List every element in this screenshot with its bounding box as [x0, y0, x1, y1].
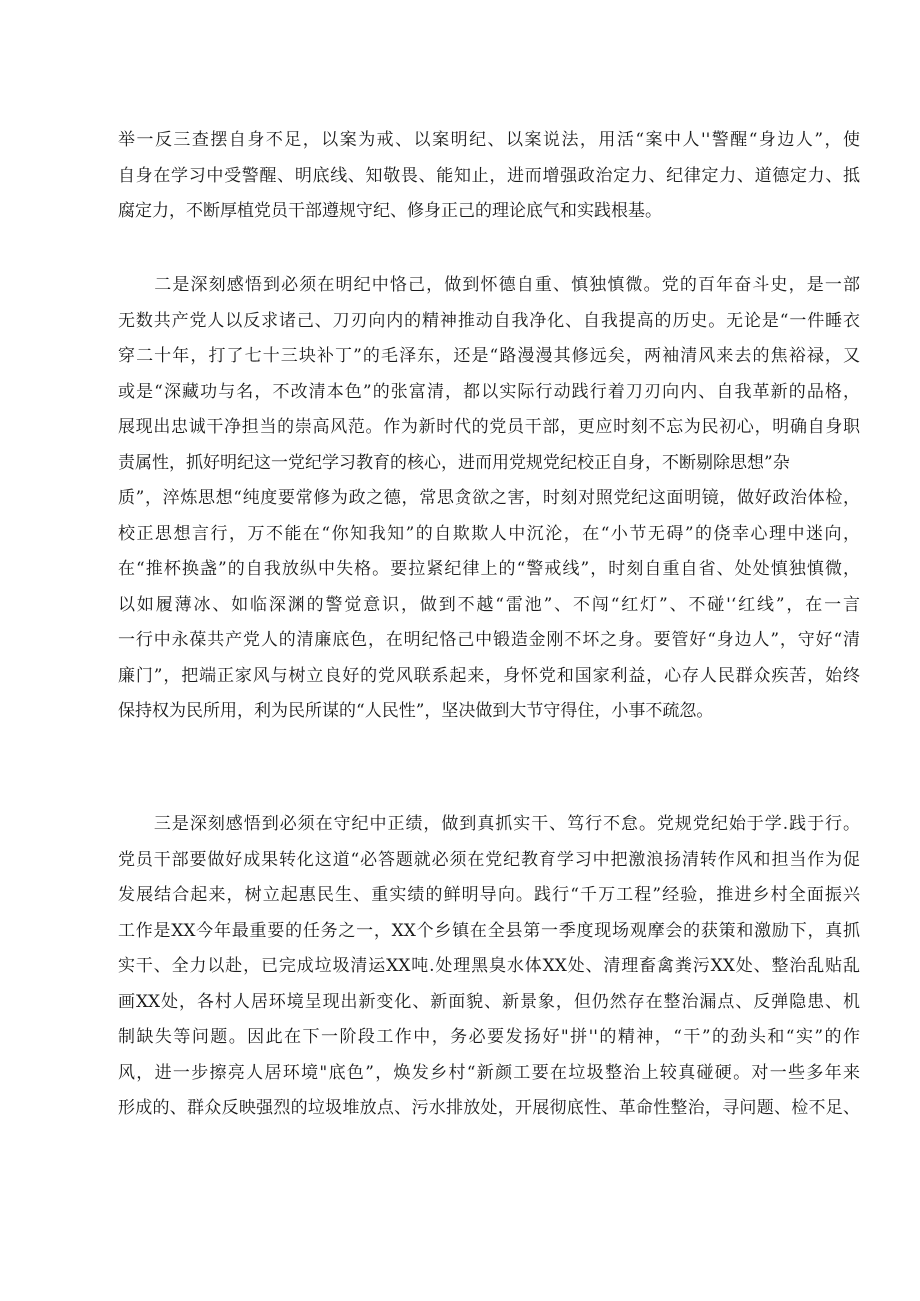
text-line: 制缺失等问题。因此在下一阶段工作中，务必要发扬好"拼''的精神，“干”的劲头和“实”的作 — [118, 1027, 860, 1047]
text-line: 以如履薄冰、如临深渊的警觉意识，做到不越“雷池”、不闯“红灯”、不碰'‘红线”，在一言 — [118, 594, 860, 615]
text-line: 画XX处，各村人居环境呈现出新变化、新面貌、新景象，但仍然存在整治漏点、反弹隐患、机 — [118, 991, 860, 1012]
text-line: 在“推杯换盏”的自我放纵中失格。要拉紧纪律上的“警戒线”，时刻自重自省、处处慎独慎微， — [118, 559, 860, 579]
text-line: 廉门”，把端正家风与树立良好的党风联系起来，身怀党和国家利益，心存人民群众疾苦，始终 — [118, 665, 860, 686]
paragraph-2 — [118, 268, 860, 730]
text-line: 党员干部要做好成果转化这道“必答题就必须在党纪教育学习中把激浪扬清转作风和担当作为促 — [118, 849, 860, 870]
text-line: 风，进一步擦亮人居环境"底色”，焕发乡村“新颜工要在垃圾整治上较真碰硬。对一些多年来 — [118, 1062, 860, 1083]
text-line: 实干、全力以赴，已完成垃圾清运XX吨.处理黑臭水体XX处、清理畜禽粪污XX处、整治乱贴乱 — [118, 956, 860, 976]
text-line: 三是深刻感悟到必须在守纪中正绩，做到真抓实干、笃行不怠。党规党纪始于学.践于行。 — [118, 814, 860, 834]
text-line: 工作是XX今年最重要的任务之一，XX个乡镇在全县第一季度现场观摩会的获策和激励下，真抓 — [118, 920, 860, 941]
text-line: 一行中永葆共产党人的清廉底色，在明纪恪己中锻造金刚不坏之身。要管好“身边人”，守好“清 — [118, 630, 860, 650]
text-line: 展现出忠诚干净担当的崇高风范。作为新时代的党员干部，更应时刻不忘为民初心，明确自身职 — [118, 417, 860, 437]
text-line: 举一反三查摆自身不足，以案为戒、以案明纪、以案说法，用活“案中人''警醒“身边人”，使 — [118, 130, 860, 150]
text-line: 校正思想言行，万不能在“你知我知”的自欺欺人中沉沦，在“小节无碍”的侥幸心理中迷向， — [118, 523, 860, 544]
text-line: 或是“深藏功与名，不改清本色”的张富清，都以实际行动践行着刀刃向内、自我革新的品格， — [118, 381, 860, 402]
text-line: 责属性，抓好明纪这一党纪学习教育的核心，进而用党规党纪校正自身，不断剔除思想”杂 — [118, 452, 790, 473]
text-line: 形成的、群众反映强烈的垃圾堆放点、污水排放处，开展彻底性、革命性整治，寻问题、检不足、 — [118, 1098, 860, 1118]
paragraph-3 — [118, 807, 860, 1127]
text-line: 无数共产党人以反求诸己、刀刃向内的精神推动自我净化、自我提高的历史。无论是“一件睡衣 — [118, 310, 860, 331]
paragraph-1 — [118, 123, 860, 230]
text-line: 质”，淬炼思想“纯度要常修为政之德，常思贪欲之害，时刻对照党纪这面明镜，做好政治体检， — [118, 488, 860, 508]
text-line: 自身在学习中受警醒、明底线、知敬畏、能知止，进而增强政治定力、纪律定力、道德定力、抵 — [118, 165, 860, 186]
text-line: 二是深刻感悟到必须在明纪中恪己，做到怀德自重、慎独慎微。党的百年奋斗史，是一部 — [118, 275, 860, 295]
text-line: 腐定力，不断厚植党员干部遵规守纪、修身正己的理论底气和实践根基。 — [118, 201, 662, 221]
text-line: 穿二十年，打了七十三块补丁”的毛泽东，还是“路漫漫其修远矣，两袖清风来去的焦裕禄，又 — [118, 346, 860, 366]
text-line: 发展结合起来，树立起惠民生、重实绩的鲜明导向。践行“千万工程”经验，推进乡村全面振兴 — [118, 885, 860, 905]
text-line: 保持权为民所用，利为民所谋的“人民性”，坚决做到大节守得住，小事不疏忽。 — [118, 701, 714, 721]
